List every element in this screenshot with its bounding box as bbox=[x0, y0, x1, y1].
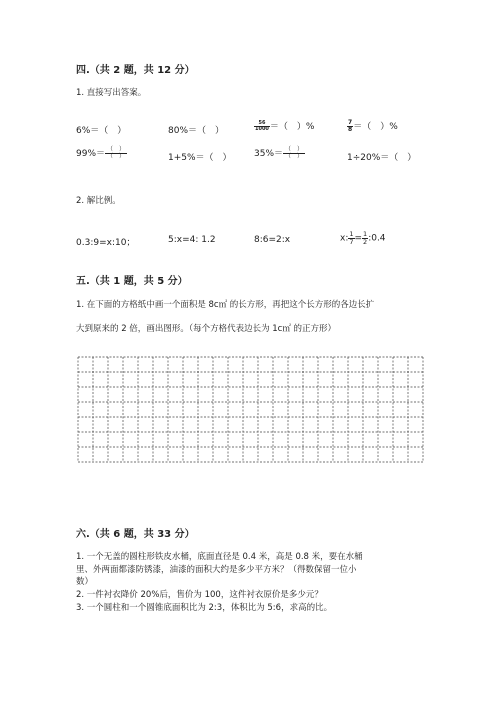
square-grid-paper bbox=[76, 355, 426, 501]
calc-6-percent: 6%＝（ ） bbox=[76, 126, 127, 136]
question-1-title: 1. 直接写出答案。 bbox=[76, 88, 147, 98]
section-5-question-line-1: 1. 在下面的方格纸中画一个面积是 8c㎡ 的长方形，再把这个长方形的各边长扩 bbox=[76, 300, 375, 310]
section-6-question-1-line-2: 里、外两面都漆防锈漆，油漆的面积大约是多少平方米？（得数保留一位小 bbox=[76, 565, 357, 575]
section-6-question-3: 3. 一个圆柱和一个圆锥底面积比为 2:3，体积比为 5:6，求高的比。 bbox=[76, 603, 333, 613]
question-2-title: 2. 解比例。 bbox=[76, 196, 121, 206]
fraction-56-1000: $\frac{56}{1000}$ bbox=[255, 120, 269, 132]
fraction-1-7: $\frac{1}{7}$ bbox=[349, 230, 354, 246]
proportion-d: x: $\frac{1}{7}$ = $\frac{1}{2}$ :0.4 bbox=[340, 230, 386, 246]
calc-99-percent: 99%＝ $\frac{( )}{( )}$ bbox=[76, 146, 126, 160]
section-6-heading: 六.（共 6 题，共 33 分） bbox=[76, 529, 195, 540]
proportion-c: 8:6=2:x bbox=[254, 235, 291, 245]
section-5-question-line-2: 大到原来的 2 倍，画出图形。（每个方格代表边长为 1c㎡ 的正方形） bbox=[76, 324, 337, 334]
calc-1-plus-5-percent: 1+5%＝（ ） bbox=[168, 153, 232, 163]
proportion-a: 0.3:9=x:10； bbox=[76, 238, 136, 248]
fraction-1-2: $\frac{1}{2}$ bbox=[363, 230, 368, 246]
section-6-question-1-line-1: 1. 一个无盖的圆柱形铁皮水桶，底面直径是 0.4 米，高是 0.8 米，要在水桶 bbox=[76, 552, 363, 562]
calc-fraction-7-8: $\frac{7}{8}$ ＝（ ）% bbox=[348, 119, 398, 133]
blank-fraction: $\frac{( )}{( )}$ bbox=[107, 146, 126, 160]
section-5-heading: 五.（共 1 题，共 5 分） bbox=[76, 276, 188, 287]
section-4-heading: 四.（共 2 题，共 12 分） bbox=[76, 65, 195, 76]
calc-35-percent: 35%＝ $\frac{( )}{( )}$ bbox=[254, 146, 304, 160]
calc-80-percent: 80%＝（ ） bbox=[168, 126, 225, 136]
fraction-7-8: $\frac{7}{8}$ bbox=[348, 119, 353, 133]
calc-fraction-56-1000: $\frac{56}{1000}$ ＝（ ）% bbox=[255, 120, 315, 132]
section-6-question-2: 2. 一件衬衣降价 20%后，售价为 100，这件衬衣原价是多少元？ bbox=[76, 590, 323, 600]
blank-fraction: $\frac{( )}{( )}$ bbox=[285, 146, 304, 160]
section-6-question-1-line-3: 数） bbox=[76, 577, 94, 587]
calc-1-div-20-percent: 1÷20%＝（ ） bbox=[347, 153, 417, 163]
proportion-b: 5:x=4: 1.2 bbox=[168, 235, 216, 245]
